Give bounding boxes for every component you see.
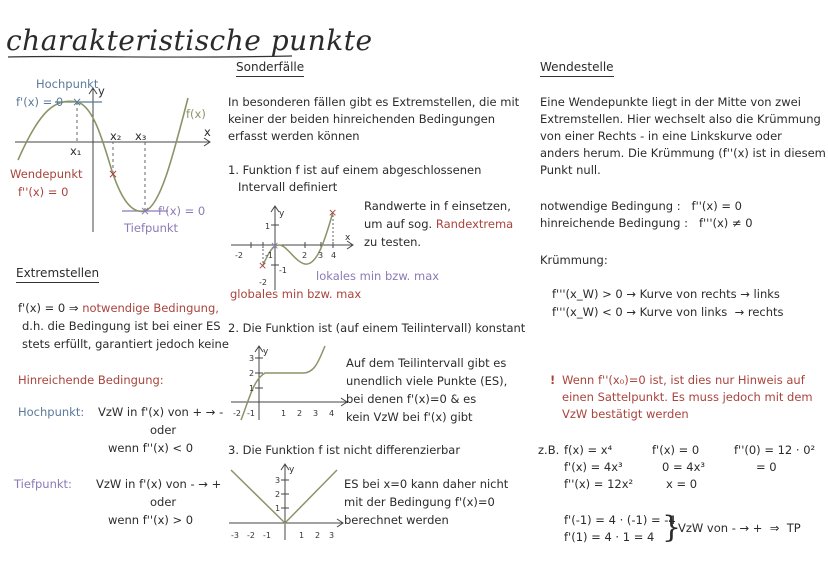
lokales-label: lokales min bzw. max <box>316 269 440 283</box>
case1-title-cont: Intervall definiert <box>238 180 338 194</box>
svg-text:×: × <box>270 239 280 252</box>
example-r1: f''(0) = 12 · 0² <box>734 443 816 457</box>
tiefpunkt-label: Tiefpunkt <box>124 221 179 235</box>
case2-text1: Auf dem Teilintervall gibt es <box>346 356 507 370</box>
case1-text1: Randwerte in f einsetzen, <box>364 199 511 213</box>
tp-oder: oder <box>150 495 177 509</box>
svg-text:1: 1 <box>249 384 255 393</box>
extremstellen-line3: stets erfüllt, garantiert jedoch keine <box>22 337 229 351</box>
svg-text:1: 1 <box>299 531 305 540</box>
graph1-x-label: x <box>204 125 211 139</box>
svg-text:1: 1 <box>281 409 287 418</box>
example-m1: f'(x) = 0 <box>652 443 700 457</box>
svg-text:4: 4 <box>329 409 335 418</box>
svg-text:1: 1 <box>265 222 271 231</box>
hp-oder: oder <box>150 423 177 437</box>
svg-text:-2: -2 <box>235 251 243 260</box>
x2-label: x₂ <box>110 129 122 143</box>
svg-text:y: y <box>289 465 295 475</box>
tp-condition-label: Tiefpunkt: <box>14 477 72 491</box>
svg-text:4: 4 <box>331 251 337 260</box>
svg-text:×: × <box>328 206 338 219</box>
example-label: z.B. <box>538 443 560 457</box>
svg-text:×: × <box>72 95 83 109</box>
graph-case2 <box>225 340 355 425</box>
wendestelle-p5: Punkt null. <box>540 163 601 177</box>
extremstellen-line2: d.h. die Bedingung ist bei einer ES <box>22 319 221 333</box>
wendestelle-p1: Eine Wendepunkte liegt in der Mitte von zwei <box>540 95 801 109</box>
case2-text4: kein VzW bei f'(x) gibt <box>346 410 473 424</box>
kruemmung-label: Krümmung: <box>540 253 608 267</box>
graph1-y-label: y <box>98 84 105 98</box>
hp-wenn: wenn f''(x) < 0 <box>108 441 194 455</box>
svg-text:y: y <box>263 347 269 357</box>
svg-text:y: y <box>279 209 285 219</box>
brace-icon: } <box>662 510 682 545</box>
sonderfaelle-header: Sonderfälle <box>236 60 304 77</box>
kruemmung-line1: f'''(x_W) > 0 → Kurve von rechts → links <box>552 287 780 301</box>
svg-text:3: 3 <box>318 251 324 260</box>
svg-text:-2: -2 <box>247 531 255 540</box>
svg-text:1: 1 <box>275 504 281 513</box>
example-m3: x = 0 <box>666 477 698 491</box>
tp-vzw: VzW in f'(x) von - → + <box>96 477 222 491</box>
case1-text3: zu testen. <box>364 235 422 249</box>
extremstellen-header: Extremstellen <box>16 266 99 283</box>
svg-text:x: x <box>345 233 351 243</box>
wendestelle-hinreichend: hinreichende Bedingung : f'''(x) ≠ 0 <box>540 216 753 230</box>
hp-vzw: VzW in f'(x) von + → - <box>98 405 224 419</box>
svg-text:×: × <box>140 204 151 218</box>
wendestelle-p4: anders herum. Die Krümmung (f''(x) ist in diesem <box>540 146 826 160</box>
hinreichende-bedingung-label: Hinreichende Bedingung: <box>18 373 164 387</box>
svg-text:×: × <box>108 167 119 181</box>
kruemmung-line2: f'''(x_W) < 0 → Kurve von links → rechts <box>552 305 784 319</box>
svg-text:-1: -1 <box>265 251 273 260</box>
case2-title: 2. Die Funktion ist (auf einem Teilintervall) konstant <box>228 321 526 335</box>
case1-title: 1. Funktion f ist auf einem abgeschlossenen <box>228 163 482 177</box>
svg-text:-1: -1 <box>263 531 271 540</box>
svg-text:-1: -1 <box>247 409 255 418</box>
wp-derivative-label: f''(x) = 0 <box>18 185 69 199</box>
warning-line3: VzW bestätigt werden <box>562 407 689 421</box>
svg-text:3: 3 <box>275 476 281 485</box>
svg-text:2: 2 <box>275 490 281 499</box>
example-m2: 0 = 4x³ <box>662 460 705 474</box>
wendestelle-header: Wendestelle <box>540 60 614 77</box>
svg-text:-3: -3 <box>231 531 239 540</box>
svg-text:2: 2 <box>249 369 255 378</box>
notwendige-bedingung-line: f'(x) = 0 ⇒ notwendige Bedingung, <box>18 301 219 315</box>
svg-text:3: 3 <box>313 409 319 418</box>
case3-text2: mit der Bedingung f'(x)=0 <box>344 495 495 509</box>
example-check1: f'(-1) = 4 · (-1) = -4 <box>564 513 676 527</box>
hochpunkt-label: Hochpunkt <box>36 77 99 91</box>
svg-text:2: 2 <box>297 409 303 418</box>
case3-title: 3. Die Funktion f ist nicht differenzierbar <box>228 443 461 457</box>
svg-text:×: × <box>258 259 268 272</box>
svg-text:2: 2 <box>302 251 308 260</box>
page-title: charakteristische punkte <box>6 24 373 57</box>
wendestelle-p3: von einer Rechts - in eine Linkskurve oder <box>540 129 782 143</box>
case2-text2: unendlich viele Punkte (ES), <box>346 374 508 388</box>
case3-text1: ES bei x=0 kann daher nicht <box>344 477 509 491</box>
hp-derivative-label: f'(x) = 0 <box>16 95 64 109</box>
example-f1: f'(x) = 4x³ <box>564 460 623 474</box>
graph1-fx-label: f(x) <box>186 107 206 121</box>
svg-text:-1: -1 <box>279 266 287 275</box>
svg-text:3: 3 <box>249 354 255 363</box>
wendestelle-notwendig: notwendige Bedingung : f''(x) = 0 <box>540 199 742 213</box>
svg-text:-2: -2 <box>259 278 267 287</box>
warning-mark: ! <box>550 373 556 387</box>
wendestelle-p2: Extremstellen. Hier wechselt also die Krümmung <box>540 112 821 126</box>
svg-text:3: 3 <box>329 531 335 540</box>
warning-line2: einen Sattelpunkt. Es muss jedoch mit dem <box>562 390 813 404</box>
x1-label: x₁ <box>70 144 82 158</box>
case1-text2: um auf sog. Randextrema <box>364 217 514 231</box>
example-result: VzW von - → + ⇒ TP <box>678 521 801 535</box>
case3-text3: berechnet werden <box>344 513 449 527</box>
sonderfaelle-intro1: In besonderen fällen gibt es Extremstellen, die mit <box>228 95 520 109</box>
globales-label: globales min bzw. max <box>230 287 362 301</box>
sonderfaelle-intro3: erfasst werden können <box>228 129 360 143</box>
sonderfaelle-intro2: keiner der beiden hinreichenden Bedingungen <box>228 112 496 126</box>
warning-line1: Wenn f''(x₀)=0 ist, ist dies nur Hinweis auf <box>562 373 805 387</box>
example-f: f(x) = x⁴ <box>564 443 613 457</box>
example-check2: f'(1) = 4 · 1 = 4 <box>564 530 655 544</box>
case2-text3: bei denen f'(x)=0 & es <box>346 392 477 406</box>
graph-case3 <box>225 460 350 545</box>
tp-wenn: wenn f''(x) > 0 <box>108 513 194 527</box>
svg-text:2: 2 <box>315 531 321 540</box>
hp-condition-label: Hochpunkt: <box>18 405 85 419</box>
x3-label: x₃ <box>135 129 147 143</box>
example-f2: f''(x) = 12x² <box>564 477 634 491</box>
wendepunkt-label: Wendepunkt <box>10 167 83 181</box>
svg-text:-2: -2 <box>233 409 241 418</box>
example-r2: = 0 <box>756 460 777 474</box>
tp-derivative-label: f'(x) = 0 <box>158 204 206 218</box>
